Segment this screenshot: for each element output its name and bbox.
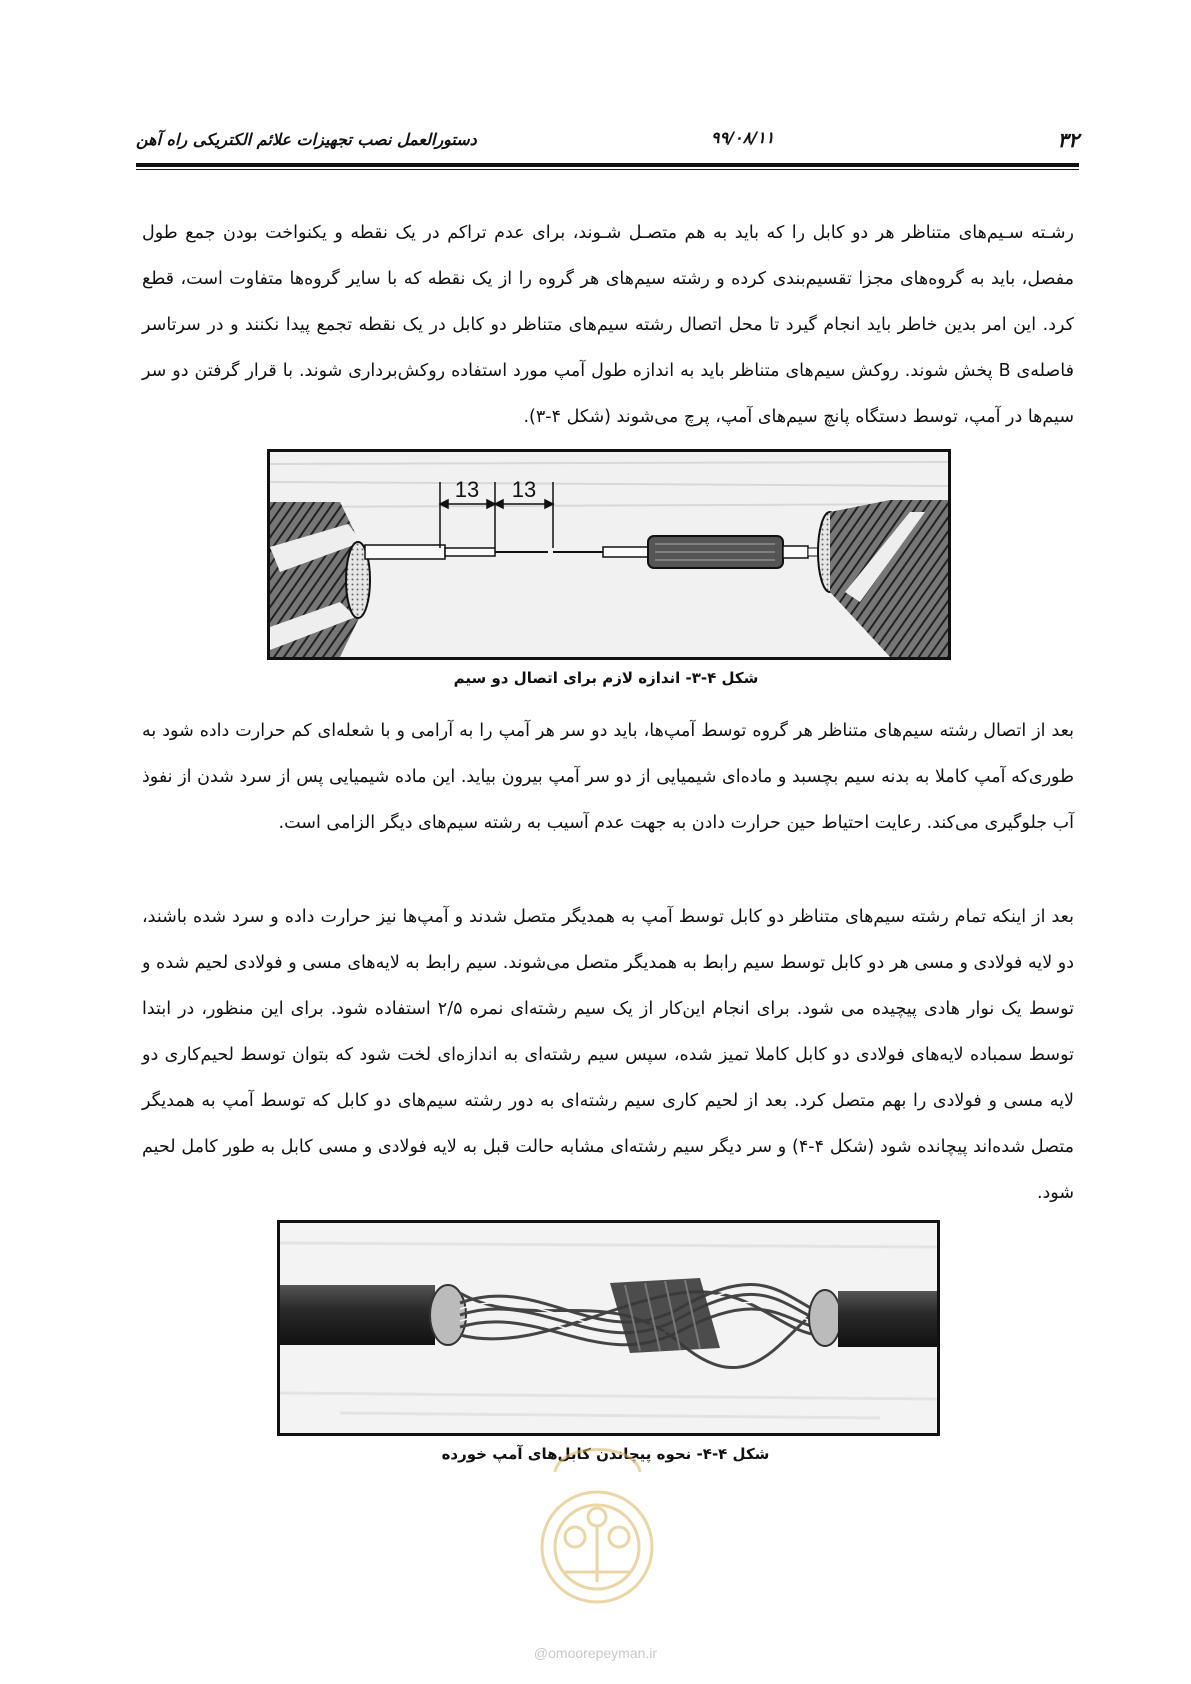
page-header <box>136 128 1079 158</box>
paragraph-1: رشـته سـیم‌های متناظر هر دو کابل را که باید به هم متصـل شـوند، برای عدم تراکم در یک نقطه و یکنواخت بودن جمع طول مفصل، باید به گروه‌های مجزا تقسیم‌بندی کرده و رشته سیم‌های هر گروه را از یک نقطه که با سایر گروه‌ها متفاوت است، قطع کرد. این امر بدین خاطر باید انجام گیرد تا محل اتصال رشته سیم‌های متناظر دو کابل در یک نقطه تجمع پیدا نکنند و در سرتاسر فاصله‌ی B پخش شوند. روکش سیم‌های متناظر باید به اندازه طول آمپ مورد استفاده روکش‌برداری شوند. با قرار گرفتن دو سر سیم‌ها در آمپ، توسط دستگاه پانچ سیم‌های آمپ، پرچ می‌شوند (شکل ۴-۳). <box>142 223 1074 427</box>
page-number: ۳۲ <box>1057 128 1079 152</box>
header-title: دستورالعمل نصب تجهیزات علائم الکتریکی راه آهن <box>136 130 477 149</box>
left-cable-photo <box>280 1285 435 1345</box>
paragraph-2: بعد از اتصال رشته سیم‌های متناظر هر گروه توسط آمپ‌ها، باید دو سر هر آمپ را به آرامی و با شعله‌ای کم حرارت داده شود به طوری‌که آمپ کاملا به بدنه سیم بچسبد و ماده‌ای شیمیایی از دو سر آمپ بیرون بیاید. این ماده شیمیایی پس از سرد شدن از نفوذ آب جلوگیری می‌کند. رعایت احتیاط حین حرارت دادن به جهت عدم آسیب به رشته سیم‌های دیگر الزامی است. <box>142 721 1074 833</box>
seal-icon <box>515 1432 680 1612</box>
figure-twisted-cables-photo <box>277 1220 940 1436</box>
watermark-text: @omoorepeyman.ir <box>533 1645 658 1661</box>
dimension-label-left: 13 <box>454 477 480 502</box>
figure-caption-1: شکل ۴-۳- اندازه لازم برای اتصال دو سیم <box>453 669 759 687</box>
paragraph-3: بعد از اینکه تمام رشته سیم‌های متناظر دو کابل توسط آمپ به همدیگر متصل شدند و آمپ‌ها نیز حرارت داده و سرد شده باشند، دو لایه فولادی و مسی هر دو کابل توسط سیم رابط به همدیگر متصل می‌شوند. سیم رابط به لایه‌های مسی و فولادی لحیم شده و توسط یک نوار هادی پیچیده می شود. برای انجام این‌کار از یک سیم رشته‌ای نمره ۲/۵ استفاده شود. برای این منظور، در ابتدا توسط سمباده لایه‌های فولادی دو کابل کاملا تمیز شده، سپس سیم رشته‌ای به اندازه‌ای لخت شود که بتوان توسط لحیم‌کاری دو لایه مسی و فولادی را بهم متصل کرد. بعد از لحیم کاری سیم رشته‌ای به دور رشته سیم‌های دو کابل که توسط آمپ به همدیگر متصل شده‌اند پیچانده شود (شکل ۴-۴) و سر دیگر سیم رشته‌ای مشابه حالت قبل به لایه فولادی و مسی کابل به طور کامل لحیم شود. <box>142 907 1075 1203</box>
dimension-label-right: 13 <box>511 477 537 502</box>
left-cable <box>270 502 370 657</box>
figure-caption-2: شکل ۴-۴- نحوه پیچاندن کابل‌های آمپ خورده <box>441 1445 770 1463</box>
figure-wire-connection-diagram <box>267 449 951 660</box>
header-rule-thin <box>136 169 1079 170</box>
header-date: ۹۹/۰۸/۱۱ <box>711 128 775 147</box>
header-rule-thick <box>136 163 1079 167</box>
right-cable <box>808 500 948 657</box>
right-cable-photo <box>838 1291 937 1347</box>
crimp-sleeve <box>648 536 808 568</box>
